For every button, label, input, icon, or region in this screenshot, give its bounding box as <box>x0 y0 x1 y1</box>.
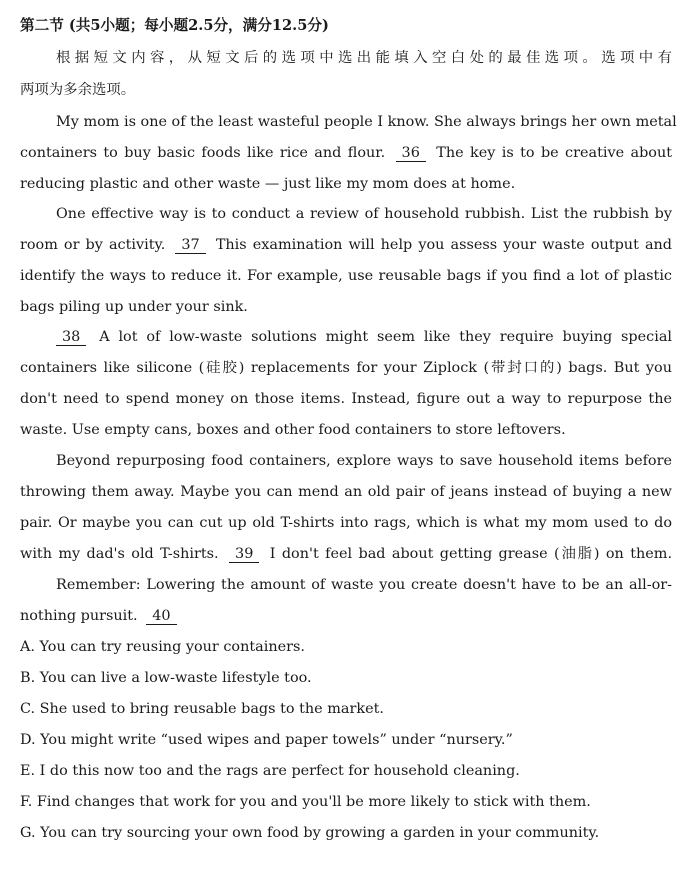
p3-line-3: don't need to spend money on those items. Instead, figure out a way to repurpose the <box>20 391 672 407</box>
option-c: C. She used to bring reusable bags to the market. <box>20 701 384 717</box>
p4-line-4-text-a: with my dad's old T-shirts. <box>20 546 219 562</box>
p1-line-2-text-a: containers to buy basic foods like rice and flour. <box>20 145 386 161</box>
option-e: E. I do this now too and the rags are perfect for household cleaning. <box>20 763 520 779</box>
p2-line-2-text-a: room or by activity. <box>20 237 166 253</box>
p2-line-1: One effective way is to conduct a review of household rubbish. List the rubbish by <box>56 206 672 222</box>
instruction-line-1: 根据短文内容，从短文后的选项中选出能填入空白处的最佳选项。选项中有 <box>56 50 672 66</box>
p1-line-2-text-b: The key is to be creative about <box>436 145 673 161</box>
p5-line-2 <box>20 606 672 626</box>
p3-line-2: containers like silicone (硅胶) replacements for your Ziplock (带封口的) bags. But you <box>20 360 672 376</box>
p3-line-1 <box>56 327 672 347</box>
instruction-line-2: 两项为多余选项。 <box>20 82 136 98</box>
p4-line-4-text-b: I don't feel bad about getting grease (油脂) on them. <box>269 546 673 562</box>
option-a: A. You can try reusing your containers. <box>20 639 305 655</box>
p1-line-2 <box>20 143 672 163</box>
blank-37: 37 <box>175 237 205 254</box>
blank-39: 39 <box>229 546 259 563</box>
p2-line-4: bags piling up under your sink. <box>20 299 248 315</box>
p2-line-2 <box>20 235 672 255</box>
blank-38: 38 <box>56 329 86 346</box>
option-f: F. Find changes that work for you and you'll be more likely to stick with them. <box>20 794 591 810</box>
p4-line-1: Beyond repurposing food containers, explore ways to save household items before <box>56 453 672 469</box>
p3-line-4: waste. Use empty cans, boxes and other food containers to store leftovers. <box>20 422 566 438</box>
p1-line-1: My mom is one of the least wasteful people I know. She always brings her own metal <box>56 114 677 130</box>
p2-line-3: identify the ways to reduce it. For example, use reusable bags if you find a lot of plastic <box>20 268 672 284</box>
p5-line-1: Remember: Lowering the amount of waste you create doesn't have to be an all-or- <box>56 577 672 593</box>
option-d: D. You might write “used wipes and paper towels” under “nursery.” <box>20 732 513 748</box>
p5-line-2-text: nothing pursuit. <box>20 608 138 624</box>
p3-line-1-text: A lot of low-waste solutions might seem like they require buying special <box>99 329 673 345</box>
p2-line-2-text-b: This examination will help you assess your waste output and <box>215 237 673 253</box>
blank-36: 36 <box>396 145 426 162</box>
p4-line-3: pair. Or maybe you can cut up old T-shirts into rags, which is what my mom used to do <box>20 515 672 531</box>
p4-line-2: throwing them away. Maybe you can mend an old pair of jeans instead of buying a new <box>20 484 672 500</box>
p1-line-3: reducing plastic and other waste — just like my mom does at home. <box>20 176 516 192</box>
p4-line-4 <box>20 544 672 564</box>
section-title: 第二节 (共5小题；每小题2.5分，满分12.5分) <box>20 17 329 34</box>
option-b: B. You can live a low-waste lifestyle too. <box>20 670 312 686</box>
option-g: G. You can try sourcing your own food by growing a garden in your community. <box>20 825 600 841</box>
blank-40: 40 <box>146 608 176 625</box>
